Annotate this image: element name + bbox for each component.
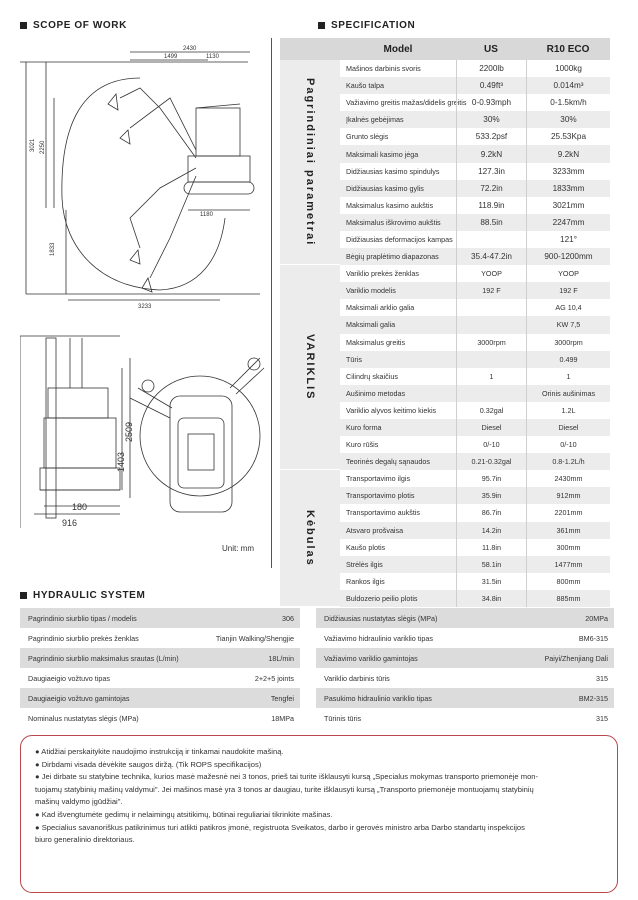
spec-row bbox=[340, 522, 610, 539]
spec-value-r10: 9.2kN bbox=[526, 145, 610, 162]
spec-param: Bėgių praplėtimo diapazonas bbox=[346, 252, 439, 262]
spec-value-us: YOOP bbox=[456, 265, 526, 282]
spec-value-r10: 3000rpm bbox=[526, 334, 610, 351]
spec-row bbox=[340, 299, 610, 316]
spec-value-r10: 885mm bbox=[526, 590, 610, 607]
spec-value-r10: 3233mm bbox=[526, 163, 610, 180]
spec-value-us: 72.2in bbox=[456, 180, 526, 197]
spec-value-r10: Diesel bbox=[526, 419, 610, 436]
spec-param: Tūris bbox=[346, 354, 362, 364]
spec-param: Variklio modelis bbox=[346, 286, 396, 296]
spec-param: Rankos ilgis bbox=[346, 576, 385, 586]
hydraulic-row bbox=[316, 708, 614, 728]
square-bullet-icon bbox=[20, 22, 27, 29]
spec-param: Maksimalus greitis bbox=[346, 337, 406, 347]
spec-param: Didžiausias deformacijos kampas bbox=[346, 234, 453, 244]
spec-row bbox=[340, 282, 610, 299]
spec-row bbox=[340, 351, 610, 368]
spec-row bbox=[340, 111, 610, 128]
spec-row bbox=[340, 539, 610, 556]
hydraulic-left-table bbox=[20, 608, 300, 728]
note-line: tuojamų statybinių mašinų valdymui". Jei mašinos masė yra 3 tonos ar daugiau, turite išklausyti kursą „Transporto priemonėje montuojamų statybinių bbox=[35, 784, 534, 794]
spec-value-us: 0/-10 bbox=[456, 436, 526, 453]
spec-value-r10: 2201mm bbox=[526, 504, 610, 521]
spec-value-us bbox=[456, 231, 526, 248]
spec-row bbox=[340, 385, 610, 402]
spec-row bbox=[340, 436, 610, 453]
spec-row bbox=[340, 128, 610, 145]
spec-group-label-text: Kėbulas bbox=[304, 509, 316, 567]
spec-group bbox=[280, 470, 610, 607]
hydraulic-param: Didžiausias nustatytas slėgis (MPa) bbox=[324, 613, 438, 623]
spec-row bbox=[340, 94, 610, 111]
spec-title: SPECIFICATION bbox=[318, 20, 415, 31]
spec-row bbox=[340, 504, 610, 521]
dim-bottom-1180: 1180 bbox=[200, 212, 213, 218]
hydraulic-row bbox=[316, 608, 614, 628]
dim-bottom-3233: 3233 bbox=[138, 304, 152, 310]
spec-param: Variklio prekės ženklas bbox=[346, 269, 419, 279]
spec-value-r10: 1000kg bbox=[526, 60, 610, 77]
spec-param: Transportavimo aukštis bbox=[346, 508, 421, 518]
spec-value-us: 31.5in bbox=[456, 573, 526, 590]
spec-value-us: 1 bbox=[456, 368, 526, 385]
hydraulic-param: Tūrinis tūris bbox=[324, 713, 362, 723]
spec-value-r10: KW 7,5 bbox=[526, 316, 610, 333]
spec-groups bbox=[280, 60, 610, 607]
spec-param: Transportavimo ilgis bbox=[346, 474, 411, 484]
spec-row bbox=[340, 265, 610, 282]
dim-front-1403: 1403 bbox=[116, 451, 126, 472]
spec-param: Maksimali kasimo jėga bbox=[346, 149, 419, 159]
spec-param: Maksimalus kasimo aukštis bbox=[346, 200, 434, 210]
notes-box bbox=[20, 735, 618, 893]
square-bullet-icon bbox=[318, 22, 325, 29]
spec-param: Grunto slėgis bbox=[346, 132, 389, 142]
spec-group-label-text: Pagrindiniai parametrai bbox=[304, 77, 316, 247]
spec-value-us: 0.49ft³ bbox=[456, 77, 526, 94]
hydraulic-row bbox=[316, 668, 614, 688]
spec-value-us: 88.5in bbox=[456, 214, 526, 231]
spec-group bbox=[280, 60, 610, 265]
spec-param: Didžiausias kasimo spindulys bbox=[346, 166, 440, 176]
spec-value-us: 14.2in bbox=[456, 522, 526, 539]
hydraulic-value: 2+2+5 joints bbox=[254, 673, 294, 683]
spec-value-r10: 192 F bbox=[526, 282, 610, 299]
spec-row bbox=[340, 402, 610, 419]
hydraulic-param: Važiavimo variklio gamintojas bbox=[324, 653, 418, 663]
hydraulic-value: 18L/min bbox=[268, 653, 294, 663]
spec-table bbox=[280, 38, 610, 607]
note-line: ● Jei dirbate su statybine technika, kurios masė mažesnė nei 3 tonos, prieš tai turite išklausyti kursą „Specialus mokymas transporto priemonėje mon- bbox=[35, 772, 539, 782]
spec-row bbox=[340, 368, 610, 385]
dim-front-180: 180 bbox=[72, 502, 88, 512]
header-r10: R10 ECO bbox=[546, 43, 590, 55]
spec-param: Kaušo talpa bbox=[346, 81, 384, 91]
spec-row bbox=[340, 214, 610, 231]
spec-row bbox=[340, 145, 610, 162]
spec-value-r10: 1 bbox=[526, 368, 610, 385]
spec-value-us: 0.32gal bbox=[456, 402, 526, 419]
dim-front-916: 916 bbox=[62, 518, 78, 528]
spec-value-us: 533.2psf bbox=[456, 128, 526, 145]
dim-side-3021: 3021 bbox=[30, 138, 36, 152]
spec-group-label bbox=[280, 470, 340, 607]
hydraulic-value: Tengfei bbox=[270, 693, 294, 703]
spec-value-us bbox=[456, 351, 526, 368]
spec-value-r10: 1833mm bbox=[526, 180, 610, 197]
spec-param: Buldozerio peilio plotis bbox=[346, 593, 418, 603]
spec-value-r10: 30% bbox=[526, 111, 610, 128]
hydraulic-param: Pasukimo hidraulinio variklio tipas bbox=[324, 693, 432, 703]
spec-param: Maksimali arklio galia bbox=[346, 303, 415, 313]
hydraulic-param: Pagrindinio siurblio prekės ženklas bbox=[28, 633, 139, 643]
spec-param: Įkalnės gebėjimas bbox=[346, 115, 404, 125]
spec-value-us: 3000rpm bbox=[456, 334, 526, 351]
note-line: mašinų valdymo įgūdžiai". bbox=[35, 797, 123, 807]
spec-param: Strėlės ilgis bbox=[346, 559, 383, 569]
spec-param: Cilindrų skaičius bbox=[346, 371, 398, 381]
spec-value-r10: 3021mm bbox=[526, 197, 610, 214]
hydraulic-value: BM2-315 bbox=[578, 693, 608, 703]
spec-param: Didžiausias kasimo gylis bbox=[346, 183, 424, 193]
spec-row bbox=[340, 556, 610, 573]
spec-param: Maksimalus iškrovimo aukštis bbox=[346, 217, 441, 227]
spec-value-r10: 0.014m³ bbox=[526, 77, 610, 94]
spec-row bbox=[340, 60, 610, 77]
hydraulic-right-table bbox=[316, 608, 614, 728]
spec-group bbox=[280, 265, 610, 470]
spec-row bbox=[340, 197, 610, 214]
spec-row bbox=[340, 573, 610, 590]
hydraulic-value: 20MPa bbox=[585, 613, 608, 623]
hydraulic-row bbox=[20, 668, 300, 688]
spec-group-label-text: VARIKLIS bbox=[304, 333, 316, 401]
spec-param: Transportavimo plotis bbox=[346, 491, 415, 501]
spec-value-us: 118.9in bbox=[456, 197, 526, 214]
dim-top-1499: 1499 bbox=[164, 54, 178, 60]
dim-side-1833: 1833 bbox=[50, 242, 56, 256]
hydraulic-param: Daugiaeigio vožtuvo tipas bbox=[28, 673, 110, 683]
spec-value-us: 9.2kN bbox=[456, 145, 526, 162]
hydraulic-row bbox=[20, 608, 300, 628]
spec-value-r10: 912mm bbox=[526, 487, 610, 504]
note-line: ● Dirbdami visada dėvėkite saugos diržą. (Tik ROPS specifikacijos) bbox=[35, 759, 262, 769]
spec-value-us: 58.1in bbox=[456, 556, 526, 573]
spec-value-us: 2200lb bbox=[456, 60, 526, 77]
spec-value-us: 30% bbox=[456, 111, 526, 128]
spec-row bbox=[340, 590, 610, 607]
hydraulic-param: Pagrindinio siurblio tipas / modelis bbox=[28, 613, 137, 623]
hydraulic-row bbox=[20, 628, 300, 648]
spec-value-us: 95.7in bbox=[456, 470, 526, 487]
spec-value-r10: YOOP bbox=[526, 265, 610, 282]
spec-value-us: 0-0.93mph bbox=[456, 94, 526, 111]
spec-row bbox=[340, 163, 610, 180]
note-line: ● Kad išvengtumėte gedimų ir nelaimingų atsitikimų, būtinai reguliariai tikrinkite mašinas. bbox=[35, 809, 333, 819]
spec-param: Kuro rūšis bbox=[346, 440, 379, 450]
note-line: biuro generalinio direktoriaus. bbox=[35, 835, 135, 845]
spec-value-r10: 0.8-1.2L/h bbox=[526, 453, 610, 470]
spec-value-us: Diesel bbox=[456, 419, 526, 436]
spec-value-r10: 0/-10 bbox=[526, 436, 610, 453]
spec-value-r10: 0-1.5km/h bbox=[526, 94, 610, 111]
hydraulic-row bbox=[316, 628, 614, 648]
spec-param: Variklio alyvos keitimo kiekis bbox=[346, 405, 437, 415]
spec-row bbox=[340, 487, 610, 504]
scope-title: SCOPE OF WORK bbox=[20, 20, 127, 31]
note-line: ● Atidžiai perskaitykite naudojimo instrukciją ir tinkamai naudokite mašiną. bbox=[35, 747, 284, 756]
spec-row bbox=[340, 419, 610, 436]
spec-param: Mašinos darbinis svoris bbox=[346, 64, 421, 74]
spec-value-us: 86.7in bbox=[456, 504, 526, 521]
spec-value-r10: 300mm bbox=[526, 539, 610, 556]
spec-row bbox=[340, 334, 610, 351]
spec-value-r10: 1.2L bbox=[526, 402, 610, 419]
hydraulic-row bbox=[20, 688, 300, 708]
hydraulic-param: Nominalus nustatytas slėgis (MPa) bbox=[28, 713, 139, 723]
spec-value-us: 192 F bbox=[456, 282, 526, 299]
spec-value-r10: 800mm bbox=[526, 573, 610, 590]
hydraulic-row bbox=[316, 648, 614, 668]
spec-param: Teorinės degalų sąnaudos bbox=[346, 457, 430, 467]
spec-value-us: 11.8in bbox=[456, 539, 526, 556]
spec-value-r10: 900-1200mm bbox=[526, 248, 610, 265]
header-us: US bbox=[484, 43, 498, 55]
hydraulic-param: Daugiaeigio vožtuvo gamintojas bbox=[28, 693, 130, 703]
dim-top-1130: 1130 bbox=[206, 54, 219, 60]
spec-row bbox=[340, 248, 610, 265]
spec-value-us bbox=[456, 385, 526, 402]
hydraulic-param: Pagrindinio siurblio maksimalus srautas (L/min) bbox=[28, 653, 179, 663]
spec-value-r10: 2430mm bbox=[526, 470, 610, 487]
hydraulic-value: Tianjin Walking/Shengjie bbox=[215, 633, 294, 643]
spec-value-r10: 1477mm bbox=[526, 556, 610, 573]
spec-value-r10: AG 10,4 bbox=[526, 299, 610, 316]
spec-row bbox=[340, 470, 610, 487]
dim-side-2250: 2250 bbox=[40, 140, 46, 154]
spec-param: Važiavimo greitis mažas/didelis greitis bbox=[346, 98, 467, 108]
spec-group-label bbox=[280, 60, 340, 265]
spec-value-r10: 361mm bbox=[526, 522, 610, 539]
spec-param: Aušinimo metodas bbox=[346, 388, 406, 398]
dim-front-2509: 2509 bbox=[124, 421, 134, 442]
hydraulic-param: Variklio darbinis tūris bbox=[324, 673, 390, 683]
spec-row bbox=[340, 231, 610, 248]
hydraulic-title: HYDRAULIC SYSTEM bbox=[20, 590, 145, 601]
dim-top-2430: 2430 bbox=[183, 46, 197, 52]
spec-value-us: 34.8in bbox=[456, 590, 526, 607]
spec-value-us: 0.21-0.32gal bbox=[456, 453, 526, 470]
hydraulic-param: Važiavimo hidraulinio variklio tipas bbox=[324, 633, 433, 643]
spec-value-us bbox=[456, 299, 526, 316]
hydraulic-value: 315 bbox=[596, 673, 608, 683]
spec-param: Maksimali galia bbox=[346, 320, 396, 330]
hydraulic-value: 306 bbox=[282, 613, 294, 623]
spec-row bbox=[340, 453, 610, 470]
spec-header bbox=[280, 38, 610, 60]
spec-value-us: 35.9in bbox=[456, 487, 526, 504]
square-bullet-icon bbox=[20, 592, 27, 599]
hydraulic-row bbox=[316, 688, 614, 708]
hydraulic-value: BM6-315 bbox=[578, 633, 608, 643]
spec-row bbox=[340, 316, 610, 333]
hydraulic-value: Paiyi/Zhenjiang Dali bbox=[544, 653, 608, 663]
header-model: Model bbox=[383, 43, 413, 55]
hydraulic-value: 18MPa bbox=[271, 713, 294, 723]
spec-value-us bbox=[456, 316, 526, 333]
technical-drawing bbox=[20, 38, 272, 568]
spec-value-r10: 0.499 bbox=[526, 351, 610, 368]
spec-row bbox=[340, 180, 610, 197]
hydraulic-value: 315 bbox=[596, 713, 608, 723]
hydraulic-row bbox=[20, 648, 300, 668]
hydraulic-row bbox=[20, 708, 300, 728]
spec-value-us: 127.3in bbox=[456, 163, 526, 180]
note-line: ● Specialius savanoriškus patikrinimus turi atlikti patikros įmonė, registruota Sveikatos, darbo ir gerovės ministro arba Darbo standartų inspekcijos bbox=[35, 822, 525, 832]
spec-value-r10: 121° bbox=[526, 231, 610, 248]
spec-param: Kaušo plotis bbox=[346, 542, 386, 552]
spec-param: Kuro forma bbox=[346, 423, 382, 433]
spec-value-r10: 25.53Kpa bbox=[526, 128, 610, 145]
spec-param: Atsvaro prošvaisa bbox=[346, 525, 404, 535]
spec-group-label bbox=[280, 265, 340, 470]
excavator-drawing bbox=[20, 38, 272, 568]
spec-row bbox=[340, 77, 610, 94]
unit-label: Unit: mm bbox=[222, 544, 254, 553]
spec-value-r10: 2247mm bbox=[526, 214, 610, 231]
spec-value-us: 35.4-47.2in bbox=[456, 248, 526, 265]
spec-value-r10: Orinis aušinimas bbox=[526, 385, 610, 402]
